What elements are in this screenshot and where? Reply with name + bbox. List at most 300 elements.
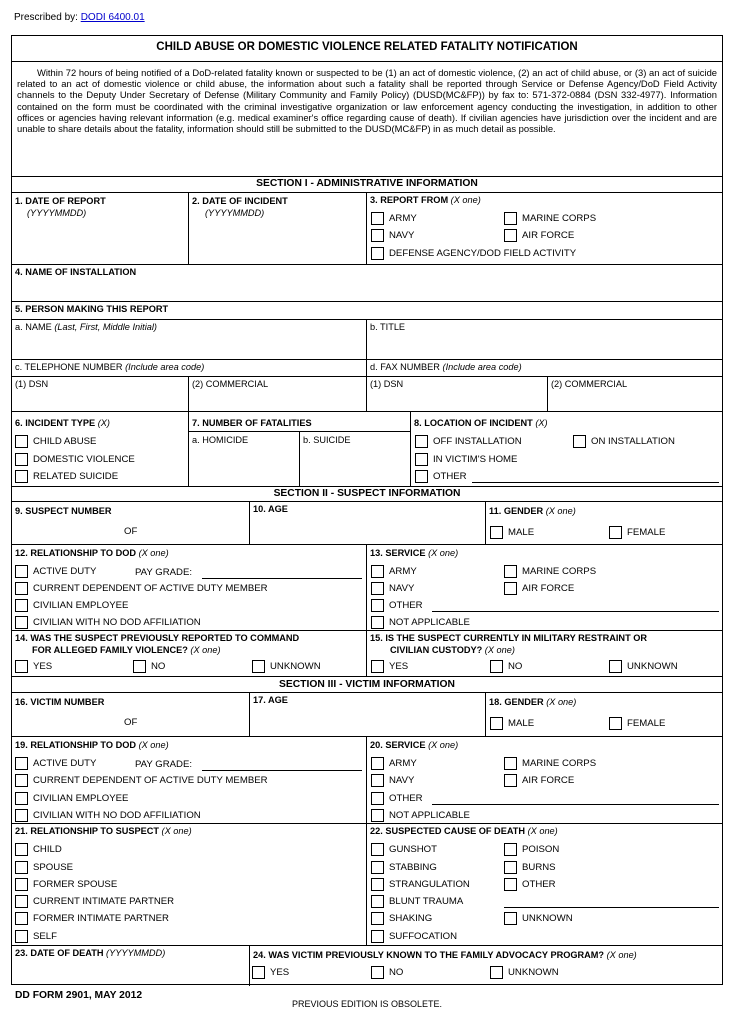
divider: [12, 676, 722, 677]
divider: [12, 376, 722, 377]
location-title: 8. LOCATION OF INCIDENT: [414, 418, 533, 428]
option-label: NAVY: [389, 775, 415, 786]
option-label: YES: [33, 661, 53, 672]
suspect-gender-female[interactable]: [609, 526, 665, 539]
divider: [249, 692, 250, 736]
checkbox[interactable]: [371, 582, 384, 595]
option-label: CIVILIAN WITH NO DOD AFFILIATION: [33, 617, 201, 628]
option-label: UNKNOWN: [508, 967, 559, 978]
prescribed-by: [14, 12, 145, 23]
prescribed-by-label: Prescribed by:: [14, 12, 78, 23]
option-label: OTHER: [522, 879, 556, 890]
location-off-installation[interactable]: [415, 435, 522, 448]
location-other[interactable]: [415, 470, 467, 483]
q24-title: 24. WAS VICTIM PREVIOUSLY KNOWN TO THE FAMILY ADVOCACY PROGRAM?: [253, 950, 605, 960]
suspect-relationship-label: [15, 548, 169, 558]
report-from-navy[interactable]: [371, 229, 414, 242]
suspect-dependent[interactable]: [15, 582, 268, 595]
divider: [12, 192, 722, 193]
suspect-civilian-no-dod[interactable]: [15, 616, 201, 629]
q15-label-line1: 15. IS THE SUSPECT CURRENTLY IN MILITARY RESTRAINT OR: [370, 633, 648, 643]
rel-suspect-label: [15, 826, 192, 836]
cause-of-death-label: [370, 826, 558, 836]
obsolete-notice: PREVIOUS EDITION IS OBSOLETE.: [291, 999, 443, 1009]
location-victims-home[interactable]: [415, 453, 517, 466]
checkbox[interactable]: [252, 966, 265, 979]
option-label: ACTIVE DUTY: [33, 566, 97, 577]
incident-child-abuse[interactable]: [15, 435, 96, 448]
checkbox[interactable]: [371, 792, 384, 805]
checkbox[interactable]: [15, 843, 28, 856]
suspect-service-army[interactable]: [371, 565, 417, 578]
option-label: BLUNT TRAUMA: [389, 896, 464, 907]
option-label: ARMY: [389, 566, 417, 577]
incident-related-suicide[interactable]: [15, 470, 118, 483]
location-on-installation[interactable]: [573, 435, 675, 448]
checkbox[interactable]: [371, 878, 384, 891]
person-making-report-label: 5. PERSON MAKING THIS REPORT: [15, 304, 169, 314]
fatalities-label: 7. NUMBER OF FATALITIES: [192, 418, 312, 428]
victim-service-other-line[interactable]: [432, 804, 719, 805]
divider: [188, 411, 189, 486]
q14-title: FOR ALLEGED FAMILY VIOLENCE?: [32, 645, 188, 655]
divider: [12, 61, 722, 62]
q15-yes[interactable]: [371, 660, 408, 673]
checkbox[interactable]: [371, 565, 384, 578]
victim-service-label: [370, 740, 458, 750]
option-label: RELATED SUICIDE: [33, 471, 119, 482]
divider: [547, 376, 548, 411]
option-label: GUNSHOT: [389, 844, 437, 855]
option-label: NAVY: [389, 230, 415, 241]
rel-current-intimate[interactable]: [15, 895, 174, 908]
option-label: SELF: [33, 931, 57, 942]
option-label: CURRENT DEPENDENT OF ACTIVE DUTY MEMBER: [33, 775, 268, 786]
q14-no[interactable]: [133, 660, 165, 673]
checkbox[interactable]: [15, 861, 28, 874]
victim-age-label: 17. AGE: [253, 695, 288, 705]
divider: [12, 486, 722, 487]
q15-title: CIVILIAN CUSTODY?: [390, 645, 483, 655]
q14-label-line2: [32, 645, 221, 655]
checkbox[interactable]: [371, 895, 384, 908]
checkbox[interactable]: [371, 966, 384, 979]
option-label: AIR FORCE: [522, 230, 575, 241]
option-label: CHILD: [33, 844, 62, 855]
victim-pay-grade-label: PAY GRADE:: [135, 759, 193, 770]
option-label: OTHER: [433, 471, 467, 482]
divider: [12, 501, 722, 502]
victim-relationship-title: 19. RELATIONSHIP TO DOD: [15, 740, 136, 750]
option-label: OTHER: [389, 600, 423, 611]
checkbox[interactable]: [15, 878, 28, 891]
q14-unknown[interactable]: [252, 660, 321, 673]
q15-hint: (X one): [484, 645, 515, 655]
checkbox[interactable]: [415, 453, 428, 466]
report-from-air-force[interactable]: [504, 229, 574, 242]
checkbox[interactable]: [371, 912, 384, 925]
checkbox[interactable]: [504, 912, 517, 925]
divider: [485, 692, 486, 736]
q14-hint: (X one): [190, 645, 221, 655]
checkbox[interactable]: [490, 526, 503, 539]
option-label: CIVILIAN EMPLOYEE: [33, 600, 129, 611]
checkbox[interactable]: [504, 861, 517, 874]
suspect-service-other-line[interactable]: [432, 611, 719, 612]
report-from-army[interactable]: [371, 212, 417, 225]
checkbox[interactable]: [15, 582, 28, 595]
date-of-incident-label: 2. DATE OF INCIDENT: [192, 196, 288, 206]
telephone-title: c. TELEPHONE NUMBER: [15, 362, 123, 372]
q14-label-line1: 14. WAS THE SUSPECT PREVIOUSLY REPORTED TO COMMAND: [15, 633, 300, 643]
divider: [12, 264, 722, 265]
divider: [299, 431, 300, 486]
checkbox[interactable]: [504, 843, 517, 856]
fax-commercial-label: (2) COMMERCIAL: [551, 379, 628, 389]
fax-title: d. FAX NUMBER: [370, 362, 440, 372]
rel-suspect-hint: (X one): [161, 826, 192, 836]
option-label: NO: [508, 661, 523, 672]
suspect-age-label: 10. AGE: [253, 504, 288, 514]
cause-strangulation[interactable]: [371, 878, 470, 891]
victim-relationship-hint: (X one): [138, 740, 169, 750]
rel-self[interactable]: [15, 930, 57, 943]
divider: [410, 411, 411, 486]
incident-type-label: [15, 418, 110, 428]
suspect-gender-label: [489, 506, 576, 516]
cause-burns[interactable]: [504, 861, 556, 874]
date-of-death-title: 23. DATE OF DEATH: [15, 948, 104, 958]
checkbox[interactable]: [371, 861, 384, 874]
victim-service-not-applicable[interactable]: [371, 809, 470, 822]
divider: [12, 544, 722, 545]
checkbox[interactable]: [504, 212, 517, 225]
location-hint: (X): [535, 418, 548, 428]
form-title: CHILD ABUSE OR DOMESTIC VIOLENCE RELATED FATALITY NOTIFICATION: [156, 41, 578, 53]
rel-former-spouse[interactable]: [15, 878, 117, 891]
section-1-title: SECTION I - ADMINISTRATIVE INFORMATION: [256, 178, 478, 189]
checkbox[interactable]: [490, 717, 503, 730]
divider: [12, 319, 722, 320]
option-label: MALE: [508, 718, 535, 729]
rel-former-intimate[interactable]: [15, 912, 169, 925]
suspect-gender-male[interactable]: [490, 526, 534, 539]
divider: [12, 301, 722, 302]
suspect-civilian-employee[interactable]: [15, 599, 128, 612]
checkbox[interactable]: [15, 757, 28, 770]
option-label: POISON: [522, 844, 560, 855]
option-label: CIVILIAN EMPLOYEE: [33, 793, 129, 804]
suspect-service-marine-corps[interactable]: [504, 565, 596, 578]
checkbox[interactable]: [15, 912, 28, 925]
checkbox[interactable]: [371, 843, 384, 856]
option-label: NOT APPLICABLE: [389, 810, 470, 821]
option-label: FORMER SPOUSE: [33, 879, 118, 890]
divider: [12, 630, 722, 631]
option-label: UNKNOWN: [270, 661, 321, 672]
checkbox[interactable]: [371, 660, 384, 673]
q24-no[interactable]: [371, 966, 403, 979]
cause-shaking[interactable]: [371, 912, 432, 925]
option-label: CURRENT INTIMATE PARTNER: [33, 896, 175, 907]
suicide-label: b. SUICIDE: [303, 435, 351, 445]
checkbox[interactable]: [504, 878, 517, 891]
date-of-report-hint: (YYYYMMDD): [27, 208, 87, 218]
fax-label: [370, 362, 522, 372]
suspect-service-air-force[interactable]: [504, 582, 574, 595]
option-label: YES: [270, 967, 290, 978]
checkbox[interactable]: [490, 660, 503, 673]
divider: [366, 192, 367, 264]
option-label: FORMER INTIMATE PARTNER: [33, 913, 169, 924]
option-label: MARINE CORPS: [522, 758, 597, 769]
option-label: YES: [389, 661, 409, 672]
report-from-title: 3. REPORT FROM: [370, 195, 449, 205]
checkbox[interactable]: [504, 229, 517, 242]
checkbox[interactable]: [371, 774, 384, 787]
q15-no[interactable]: [490, 660, 522, 673]
cause-gunshot[interactable]: [371, 843, 437, 856]
option-label: NO: [389, 967, 404, 978]
option-label: CIVILIAN WITH NO DOD AFFILIATION: [33, 810, 201, 821]
victim-service-air-force[interactable]: [504, 774, 574, 787]
phone-dsn-label: (1) DSN: [15, 379, 49, 389]
suspect-active-duty[interactable]: [15, 565, 96, 578]
divider: [12, 692, 722, 693]
victim-civilian-employee[interactable]: [15, 792, 128, 805]
option-label: STABBING: [389, 862, 437, 873]
checkbox[interactable]: [15, 565, 28, 578]
option-label: UNKNOWN: [627, 661, 678, 672]
option-label: ARMY: [389, 213, 417, 224]
incident-domestic-violence[interactable]: [15, 453, 135, 466]
option-label: ON INSTALLATION: [591, 436, 675, 447]
rel-suspect-title: 21. RELATIONSHIP TO SUSPECT: [15, 826, 159, 836]
option-label: CURRENT DEPENDENT OF ACTIVE DUTY MEMBER: [33, 583, 268, 594]
victim-dependent[interactable]: [15, 774, 268, 787]
checkbox[interactable]: [15, 895, 28, 908]
telephone-hint: (Include area code): [125, 362, 205, 372]
suspect-pay-grade-line[interactable]: [202, 578, 362, 579]
victim-service-other[interactable]: [371, 792, 423, 805]
suspect-service-label: [370, 548, 458, 558]
checkbox[interactable]: [609, 526, 622, 539]
option-label: IN VICTIM'S HOME: [433, 454, 518, 465]
checkbox[interactable]: [371, 930, 384, 943]
fax-dsn-label: (1) DSN: [370, 379, 404, 389]
divider: [366, 544, 367, 676]
cause-unknown[interactable]: [504, 912, 573, 925]
option-label: STRANGULATION: [389, 879, 470, 890]
section-3-title: SECTION III - VICTIM INFORMATION: [279, 679, 455, 690]
divider: [188, 431, 410, 432]
option-label: NAVY: [389, 583, 415, 594]
checkbox[interactable]: [415, 470, 428, 483]
divider: [12, 945, 722, 946]
checkbox[interactable]: [371, 229, 384, 242]
victim-civilian-no-dod[interactable]: [15, 809, 201, 822]
option-label: NO: [151, 661, 166, 672]
q14-yes[interactable]: [15, 660, 52, 673]
name-label: [15, 322, 157, 332]
checkbox[interactable]: [15, 660, 28, 673]
section-2-title: SECTION II - SUSPECT INFORMATION: [273, 488, 461, 499]
q24-yes[interactable]: [252, 966, 289, 979]
suspect-service-hint: (X one): [428, 548, 459, 558]
victim-active-duty[interactable]: [15, 757, 96, 770]
option-label: ARMY: [389, 758, 417, 769]
q24-hint: (X one): [606, 950, 637, 960]
checkbox[interactable]: [252, 660, 265, 673]
dodi-link[interactable]: DODI 6400.01: [80, 12, 145, 23]
name-hint: (Last, First, Middle Initial): [54, 322, 157, 332]
victim-gender-title: 18. GENDER: [489, 697, 544, 707]
option-label: MARINE CORPS: [522, 213, 597, 224]
option-label: SHAKING: [389, 913, 433, 924]
suspect-of-label: OF: [124, 526, 138, 537]
option-label: FEMALE: [627, 718, 666, 729]
suspect-relationship-hint: (X one): [138, 548, 169, 558]
checkbox[interactable]: [609, 660, 622, 673]
checkbox[interactable]: [15, 616, 28, 629]
checkbox[interactable]: [15, 809, 28, 822]
name-title: a. NAME: [15, 322, 52, 332]
telephone-label: [15, 362, 204, 372]
victim-service-hint: (X one): [428, 740, 459, 750]
suspect-gender-hint: (X one): [545, 506, 576, 516]
checkbox[interactable]: [371, 757, 384, 770]
option-label: CHILD ABUSE: [33, 436, 97, 447]
cause-blunt-trauma[interactable]: [371, 895, 463, 908]
suspect-service-navy[interactable]: [371, 582, 414, 595]
checkbox[interactable]: [15, 453, 28, 466]
cause-suffocation[interactable]: [371, 930, 457, 943]
option-label: UNKNOWN: [522, 913, 573, 924]
divider: [12, 359, 722, 360]
checkbox[interactable]: [609, 717, 622, 730]
cause-other-line[interactable]: [504, 907, 719, 908]
option-label: BURNS: [522, 862, 556, 873]
form-instructions: Within 72 hours of being notified of a DoD-related fatality known or suspected to be (1) an act of domestic violence, (2) an act of child abuse, or (3) an act of suicide related to an act of domestic violence or child abuse, the information about such a fatality shall be reported through Service or Defense Agency/DoD Field Activity channels to the Deputy Under Secretary of Defense (Military Community and Family Policy) (DUSD(MC&FP)) by fax to: 571-372-0884 (DSN 332-4977). Information contained on the form must be coordinated with the criminal investigative organization or law enforcement agency conducting the investigation, in addition to other offices or agencies having relevant information (e.g. medical examiner's office regarding cause of death). If civilian agencies have jurisdiction over the incident and are unable to share details about the fatality, information should still be submitted to the DUSD(MC&FP) in as much detail as possible.: [17, 67, 717, 135]
checkbox[interactable]: [371, 212, 384, 225]
cause-title: 22. SUSPECTED CAUSE OF DEATH: [370, 826, 526, 836]
option-label: AIR FORCE: [522, 583, 575, 594]
option-label: MALE: [508, 527, 535, 538]
victim-gender-hint: (X one): [546, 697, 577, 707]
form-identifier: DD FORM 2901, MAY 2012: [15, 990, 143, 1001]
installation-label: 4. NAME OF INSTALLATION: [15, 267, 137, 277]
location-other-line[interactable]: [472, 482, 719, 483]
divider: [366, 319, 367, 411]
rel-child[interactable]: [15, 843, 62, 856]
checkbox[interactable]: [133, 660, 146, 673]
q24-unknown[interactable]: [490, 966, 559, 979]
checkbox[interactable]: [504, 774, 517, 787]
checkbox[interactable]: [15, 599, 28, 612]
checkbox[interactable]: [15, 470, 28, 483]
report-from-label: [370, 195, 481, 205]
victim-gender-label: [489, 697, 576, 707]
checkbox[interactable]: [371, 809, 384, 822]
divider: [12, 823, 722, 824]
option-label: OFF INSTALLATION: [433, 436, 522, 447]
victim-service-army[interactable]: [371, 757, 417, 770]
cause-other[interactable]: [504, 878, 556, 891]
checkbox[interactable]: [490, 966, 503, 979]
suspect-service-not-applicable[interactable]: [371, 616, 470, 629]
date-of-incident-hint: (YYYYMMDD): [205, 208, 265, 218]
fatality-notification-form: [11, 35, 723, 985]
victim-gender-male[interactable]: [490, 717, 534, 730]
option-label: DEFENSE AGENCY/DOD FIELD ACTIVITY: [389, 248, 577, 259]
victim-service-navy[interactable]: [371, 774, 414, 787]
title-label: b. TITLE: [370, 322, 406, 332]
checkbox[interactable]: [371, 599, 384, 612]
divider: [12, 736, 722, 737]
option-label: OTHER: [389, 793, 423, 804]
option-label: MARINE CORPS: [522, 566, 597, 577]
divider: [485, 501, 486, 544]
report-from-marine-corps[interactable]: [504, 212, 596, 225]
checkbox[interactable]: [504, 565, 517, 578]
suspect-service-title: 13. SERVICE: [370, 548, 426, 558]
divider: [188, 192, 189, 264]
report-from-defense-agency[interactable]: [371, 247, 576, 260]
option-label: NOT APPLICABLE: [389, 617, 470, 628]
option-label: DOMESTIC VIOLENCE: [33, 454, 135, 465]
suspect-service-other[interactable]: [371, 599, 423, 612]
victim-service-marine-corps[interactable]: [504, 757, 596, 770]
rel-spouse[interactable]: [15, 861, 73, 874]
checkbox[interactable]: [415, 435, 428, 448]
location-label: [414, 418, 548, 428]
checkbox[interactable]: [15, 774, 28, 787]
victim-of-label: OF: [124, 717, 138, 728]
checkbox[interactable]: [504, 582, 517, 595]
victim-relationship-label: [15, 740, 169, 750]
divider: [249, 945, 250, 986]
victim-number-label: 16. VICTIM NUMBER: [15, 697, 105, 707]
checkbox[interactable]: [371, 247, 384, 260]
divider: [12, 411, 722, 412]
date-of-report-label: 1. DATE OF REPORT: [15, 196, 106, 206]
victim-gender-female[interactable]: [609, 717, 665, 730]
date-of-death-hint: (YYYYMMDD): [106, 948, 166, 958]
incident-type-title: 6. INCIDENT TYPE: [15, 418, 96, 428]
option-label: SPOUSE: [33, 862, 73, 873]
victim-pay-grade-line[interactable]: [202, 770, 362, 771]
suspect-number-label: 9. SUSPECT NUMBER: [15, 506, 112, 516]
cause-stabbing[interactable]: [371, 861, 437, 874]
checkbox[interactable]: [15, 435, 28, 448]
checkbox[interactable]: [15, 792, 28, 805]
q15-unknown[interactable]: [609, 660, 678, 673]
option-label: SUFFOCATION: [389, 931, 458, 942]
checkbox[interactable]: [504, 757, 517, 770]
cause-poison[interactable]: [504, 843, 559, 856]
checkbox[interactable]: [371, 616, 384, 629]
suspect-pay-grade-label: PAY GRADE:: [135, 567, 193, 578]
option-label: FEMALE: [627, 527, 666, 538]
checkbox[interactable]: [573, 435, 586, 448]
date-of-death-label: [15, 948, 165, 958]
homicide-label: a. HOMICIDE: [192, 435, 249, 445]
checkbox[interactable]: [15, 930, 28, 943]
option-label: AIR FORCE: [522, 775, 575, 786]
q15-label-line2: [390, 645, 515, 655]
victim-service-title: 20. SERVICE: [370, 740, 426, 750]
cause-hint: (X one): [527, 826, 558, 836]
